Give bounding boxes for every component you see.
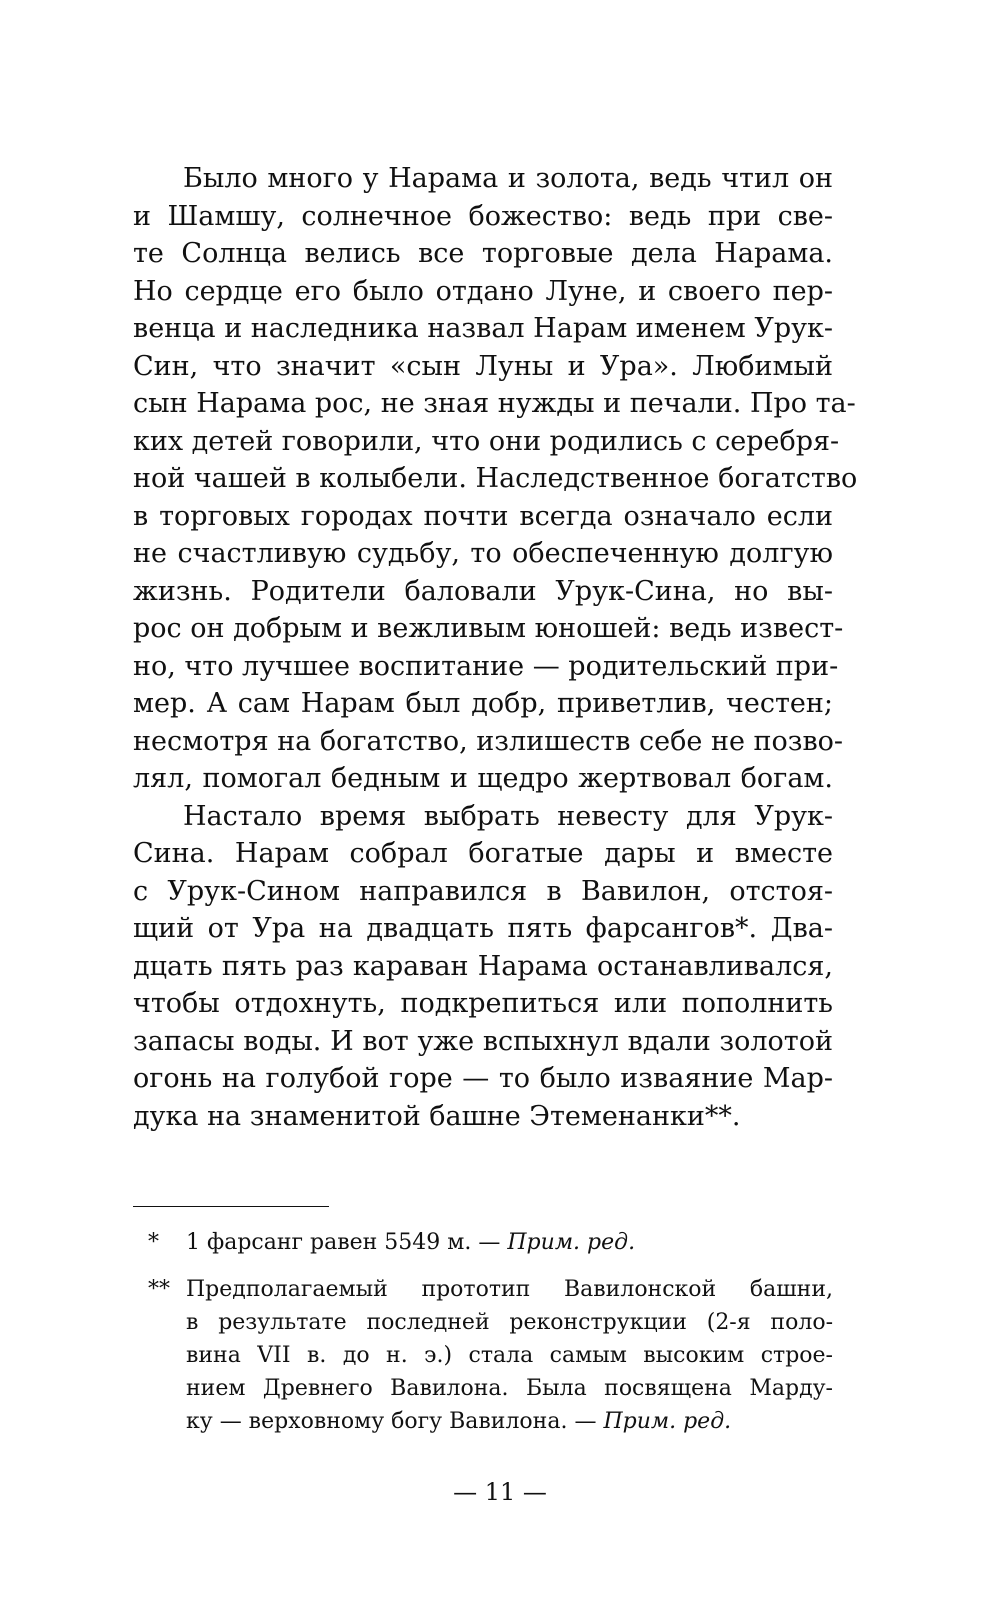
text-line: дука на знаменитой башне Этеменанки**.	[133, 1100, 741, 1132]
text-line: в торговых городах почти всегда означало если	[133, 500, 833, 532]
text-line: лял, помогал бедным и щедро жертвовал богам.	[133, 763, 833, 794]
text-line: дцать пять раз караван Нарама останавливался,	[133, 950, 833, 982]
footnote-line	[186, 1226, 833, 1259]
page-number: — 11 —	[453, 1478, 547, 1506]
text-line: и Шамшу, солнечное божество: ведь при све-	[133, 200, 833, 232]
text-line: с Урук-Сином направился в Вавилон, отстоя-	[133, 875, 833, 907]
text-line: рос он добрым и вежливым юношей: ведь извест-	[133, 613, 844, 644]
footnote-divider	[133, 1206, 329, 1207]
text-line: Было много у Нарама и золота, ведь чтил он	[183, 163, 833, 194]
text-line: венца и наследника назвал Нарам именем Урук-	[133, 313, 833, 344]
text-line: огонь на голубой горе — то было изваяние Мар-	[133, 1063, 833, 1094]
text-line: Син, что значит «сын Луны и Ура». Любимый	[133, 350, 833, 382]
text-line: щий от Ура на двадцать пять фарсангов*. Два-	[133, 913, 833, 944]
footnote-text: ку — верховному богу Вавилона. —	[186, 1409, 604, 1434]
main-text	[133, 160, 858, 1135]
text-line: мер. А сам Нарам был добр, приветлив, честен;	[133, 688, 833, 719]
text-line: чтобы отдохнуть, подкрепиться или пополнить	[133, 988, 833, 1019]
footnote-text: 1 фарсанг равен 5549 м. —	[186, 1230, 508, 1255]
text-line: ной чашей в колыбели. Наследственное богатство	[133, 463, 858, 494]
text-line: жизнь. Родители баловали Урук-Сина, но вы-	[133, 575, 833, 607]
text-line: но, что лучшее воспитание — родительский при-	[133, 650, 839, 682]
footnote-1	[133, 1226, 833, 1259]
editor-note: Прим. ред.	[603, 1409, 732, 1434]
footnote-line: Предполагаемый прототип Вавилонской башни,	[186, 1277, 833, 1302]
text-line: ких детей говорили, что они родились с серебря-	[133, 425, 840, 457]
text-line: те Солнца велись все торговые дела Нарама.	[133, 238, 833, 269]
footnote-marker: *	[148, 1230, 159, 1255]
footnote-line: вина VII в. до н. э.) стала самым высоким строе-	[186, 1343, 833, 1368]
paragraph-1	[133, 160, 858, 798]
footnote-line: нием Древнего Вавилона. Была посвящена Марду-	[186, 1376, 833, 1401]
footnotes	[133, 1226, 833, 1438]
text-line: Настало время выбрать невесту для Урук-	[183, 800, 833, 832]
text-line: сын Нарама рос, не зная нужды и печали. Про та-	[133, 388, 856, 419]
footnote-line: в результате последней реконструкции (2-я поло-	[186, 1310, 833, 1335]
text-line: не счастливую судьбу, то обеспеченную долгую	[133, 538, 833, 569]
footnote-line	[186, 1405, 833, 1438]
editor-note: Прим. ред.	[507, 1230, 636, 1255]
text-line: запасы воды. И вот уже вспыхнул вдали золотой	[133, 1025, 833, 1057]
text-line: несмотря на богатство, излишеств себе не позво-	[133, 725, 844, 757]
text-line: Но сердце его было отдано Луне, и своего пер-	[133, 275, 833, 307]
paragraph-2	[133, 798, 833, 1136]
text-line: Сина. Нарам собрал богатые дары и вместе	[133, 838, 833, 869]
footnote-marker: **	[148, 1277, 170, 1302]
footnote-2	[133, 1273, 833, 1438]
